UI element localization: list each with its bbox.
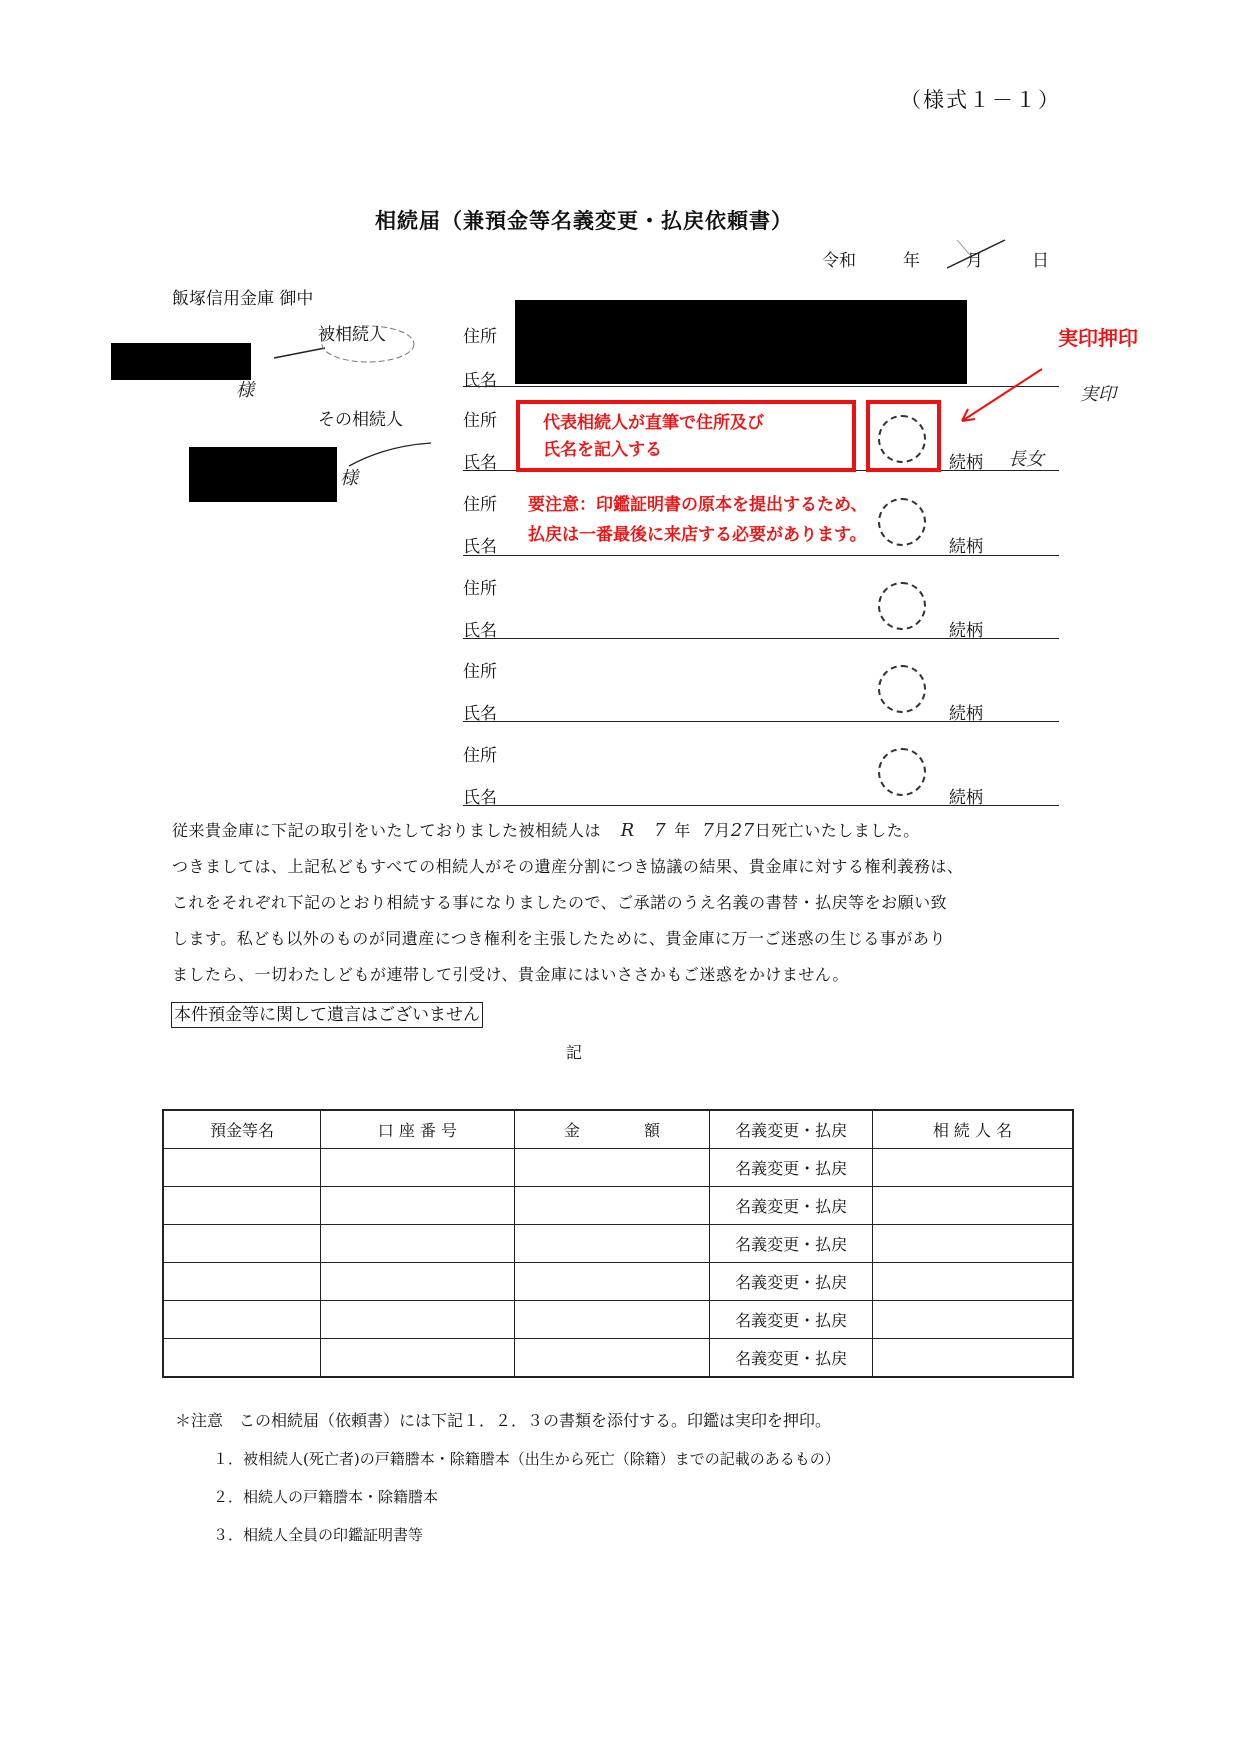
cell-amount[interactable] — [514, 1149, 710, 1187]
addressee: 飯塚信用金庫 御中 — [172, 289, 314, 309]
handwritten-jitsuin: 実印 — [1080, 384, 1116, 405]
handwritten-sama: 様 — [236, 380, 254, 401]
table-row — [163, 1263, 1073, 1301]
cell-amount[interactable] — [514, 1225, 710, 1263]
cell-account-number[interactable] — [321, 1339, 515, 1378]
heir-name-label[interactable]: 氏名 — [463, 788, 497, 808]
table-header-row — [163, 1110, 1073, 1149]
col-account-number: 口 座 番 号 — [321, 1110, 515, 1149]
death-day[interactable]: 27 — [730, 820, 755, 841]
year-label: 年 — [674, 821, 691, 840]
date-era: 令和 — [822, 251, 856, 271]
notes-item: ３．相続人全員の印鑑証明書等 — [213, 1526, 424, 1544]
seal-circle[interactable] — [878, 582, 926, 630]
cell-account-number[interactable] — [321, 1187, 515, 1225]
relation-label: 続柄 — [949, 621, 983, 641]
cell-account-type[interactable] — [163, 1339, 321, 1378]
heir-name-label[interactable]: 氏名 — [463, 621, 497, 641]
notes-item: １．被相続人(死亡者)の戸籍謄本・除籍謄本（出生から死亡（除籍）までの記載のあるもの） — [213, 1450, 840, 1468]
statement-line1 — [172, 813, 1072, 849]
col-account-type: 預金等名 — [163, 1110, 321, 1149]
cell-action[interactable]: 名義変更・払戻 — [710, 1339, 873, 1378]
caution-line1: 要注意：印鑑証明書の原本を提出するため、 — [528, 495, 868, 515]
heir-name-label[interactable]: 氏名 — [463, 453, 497, 473]
cell-account-type[interactable] — [163, 1263, 321, 1301]
col-amount: 金 額 — [514, 1110, 710, 1149]
handwritten-sama-heir: 様 — [340, 468, 358, 489]
heir-address-label: 住所 — [463, 411, 497, 431]
heir-name-line — [463, 805, 1059, 806]
cell-account-number[interactable] — [321, 1149, 515, 1187]
heir-name-line — [463, 555, 1059, 556]
representative-note — [543, 410, 764, 464]
table-row — [163, 1187, 1073, 1225]
representative-note-line2: 氏名を記入する — [543, 440, 662, 460]
statement-line5: ましたら、一切わたしどもが連帯して引受け、貴金庫にはいささかもご迷惑をかけません。 — [172, 965, 849, 984]
table-row — [163, 1301, 1073, 1339]
cell-account-number[interactable] — [321, 1263, 515, 1301]
handwritten-stroke-icon — [345, 440, 435, 470]
cell-account-type[interactable] — [163, 1187, 321, 1225]
redacted-deceased-name — [111, 343, 251, 380]
caution-line2: 払戻は一番最後に来店する必要があります。 — [528, 525, 867, 545]
statement-paragraph — [172, 813, 1072, 993]
statement-line2: つきましては、上記私どもすべての相続人がその遺産分割につき協議の結果、貴金庫に対する権利義務は、 — [172, 857, 964, 876]
col-heir-name: 相 続 人 名 — [872, 1110, 1073, 1149]
death-era[interactable]: R — [620, 820, 635, 841]
seal-circle[interactable] — [878, 498, 926, 546]
seal-circle[interactable] — [878, 748, 926, 796]
cell-amount[interactable] — [514, 1187, 710, 1225]
relation-label: 続柄 — [949, 537, 983, 557]
cell-action[interactable]: 名義変更・払戻 — [710, 1301, 873, 1339]
statement-line1-prefix: 従来貴金庫に下記の取引をいたしておりました被相続人は — [172, 821, 602, 840]
accounts-table — [162, 1109, 1074, 1378]
red-arrow-icon — [950, 365, 1050, 430]
table-row — [163, 1149, 1073, 1187]
redacted-heir-name — [189, 447, 337, 502]
cell-heir-name[interactable] — [872, 1187, 1073, 1225]
ki-label: 記 — [566, 1043, 583, 1062]
cell-action[interactable]: 名義変更・払戻 — [710, 1225, 873, 1263]
strike-mark-icon — [945, 236, 1007, 270]
heir-name-line — [463, 638, 1059, 639]
cell-heir-name[interactable] — [872, 1339, 1073, 1378]
heir-name-line — [463, 721, 1059, 722]
date-day-label: 日 — [1032, 251, 1049, 271]
cell-account-type[interactable] — [163, 1301, 321, 1339]
seal-circle[interactable] — [878, 665, 926, 713]
relation-label: 続柄 — [949, 704, 983, 724]
cell-heir-name[interactable] — [872, 1301, 1073, 1339]
death-month[interactable]: 7 — [702, 820, 715, 841]
table-row — [163, 1339, 1073, 1378]
notes-heading: ＊注意 この相続届（依頼書）には下記１．２．３の書類を添付する。印鑑は実印を押印。 — [175, 1411, 832, 1430]
heir-address-label: 住所 — [463, 662, 497, 682]
cell-action[interactable]: 名義変更・払戻 — [710, 1149, 873, 1187]
month-label: 月 — [714, 821, 731, 840]
heir-address-label: 住所 — [463, 495, 497, 515]
cell-action[interactable]: 名義変更・払戻 — [710, 1263, 873, 1301]
form-number: （様式１－１） — [900, 88, 1061, 112]
heir-address-label: 住所 — [463, 579, 497, 599]
heir-name-label[interactable]: 氏名 — [463, 704, 497, 724]
caution-note — [528, 490, 867, 550]
cell-amount[interactable] — [514, 1339, 710, 1378]
cell-amount[interactable] — [514, 1301, 710, 1339]
col-action: 名義変更・払戻 — [710, 1110, 873, 1149]
seal-highlight-box — [866, 400, 941, 472]
cell-heir-name[interactable] — [872, 1149, 1073, 1187]
representative-note-line1: 代表相続人が直筆で住所及び — [543, 413, 764, 433]
relation-label: 続柄 — [949, 788, 983, 808]
deceased-name-label: 氏名 — [463, 371, 497, 391]
date-month-label: 月 — [966, 251, 983, 271]
cell-amount[interactable] — [514, 1263, 710, 1301]
cell-heir-name[interactable] — [872, 1225, 1073, 1263]
role-heirs: その相続人 — [318, 410, 403, 430]
statement-line1-suffix: 日死亡いたしました。 — [754, 821, 920, 840]
deceased-address-label: 住所 — [463, 327, 497, 347]
role-deceased: 被相続人 — [318, 325, 386, 345]
heir-name-label[interactable]: 氏名 — [463, 537, 497, 557]
cell-account-type[interactable] — [163, 1225, 321, 1263]
statement-line3: これをそれぞれ下記のとおり相続する事になりましたので、ご承諾のうえ名義の書替・払戻等をお願い致 — [172, 893, 948, 912]
cell-heir-name[interactable] — [872, 1263, 1073, 1301]
notes-item: ２．相続人の戸籍謄本・除籍謄本 — [213, 1488, 439, 1506]
cell-account-number[interactable] — [321, 1301, 515, 1339]
date-year-label: 年 — [903, 251, 920, 271]
seal-note: 実印押印 — [1058, 326, 1138, 350]
statement-line4: します。私ども以外のものが同遺産につき権利を主張したために、貴金庫に万一ご迷惑の生じる事があり — [172, 929, 946, 948]
heir-address-label: 住所 — [463, 746, 497, 766]
redacted-deceased-info — [515, 300, 967, 384]
no-will-statement: 本件預金等に関して遺言はございません — [171, 1002, 483, 1028]
cell-account-type[interactable] — [163, 1149, 321, 1187]
table-row — [163, 1225, 1073, 1263]
document-title: 相続届（兼預金等名義変更・払戻依頼書） — [375, 209, 793, 233]
relation-label: 続柄 — [949, 453, 983, 473]
death-year[interactable]: 7 — [654, 820, 667, 841]
relation-value[interactable]: 長女 — [1008, 449, 1044, 470]
cell-account-number[interactable] — [321, 1225, 515, 1263]
cell-action[interactable]: 名義変更・払戻 — [710, 1187, 873, 1225]
